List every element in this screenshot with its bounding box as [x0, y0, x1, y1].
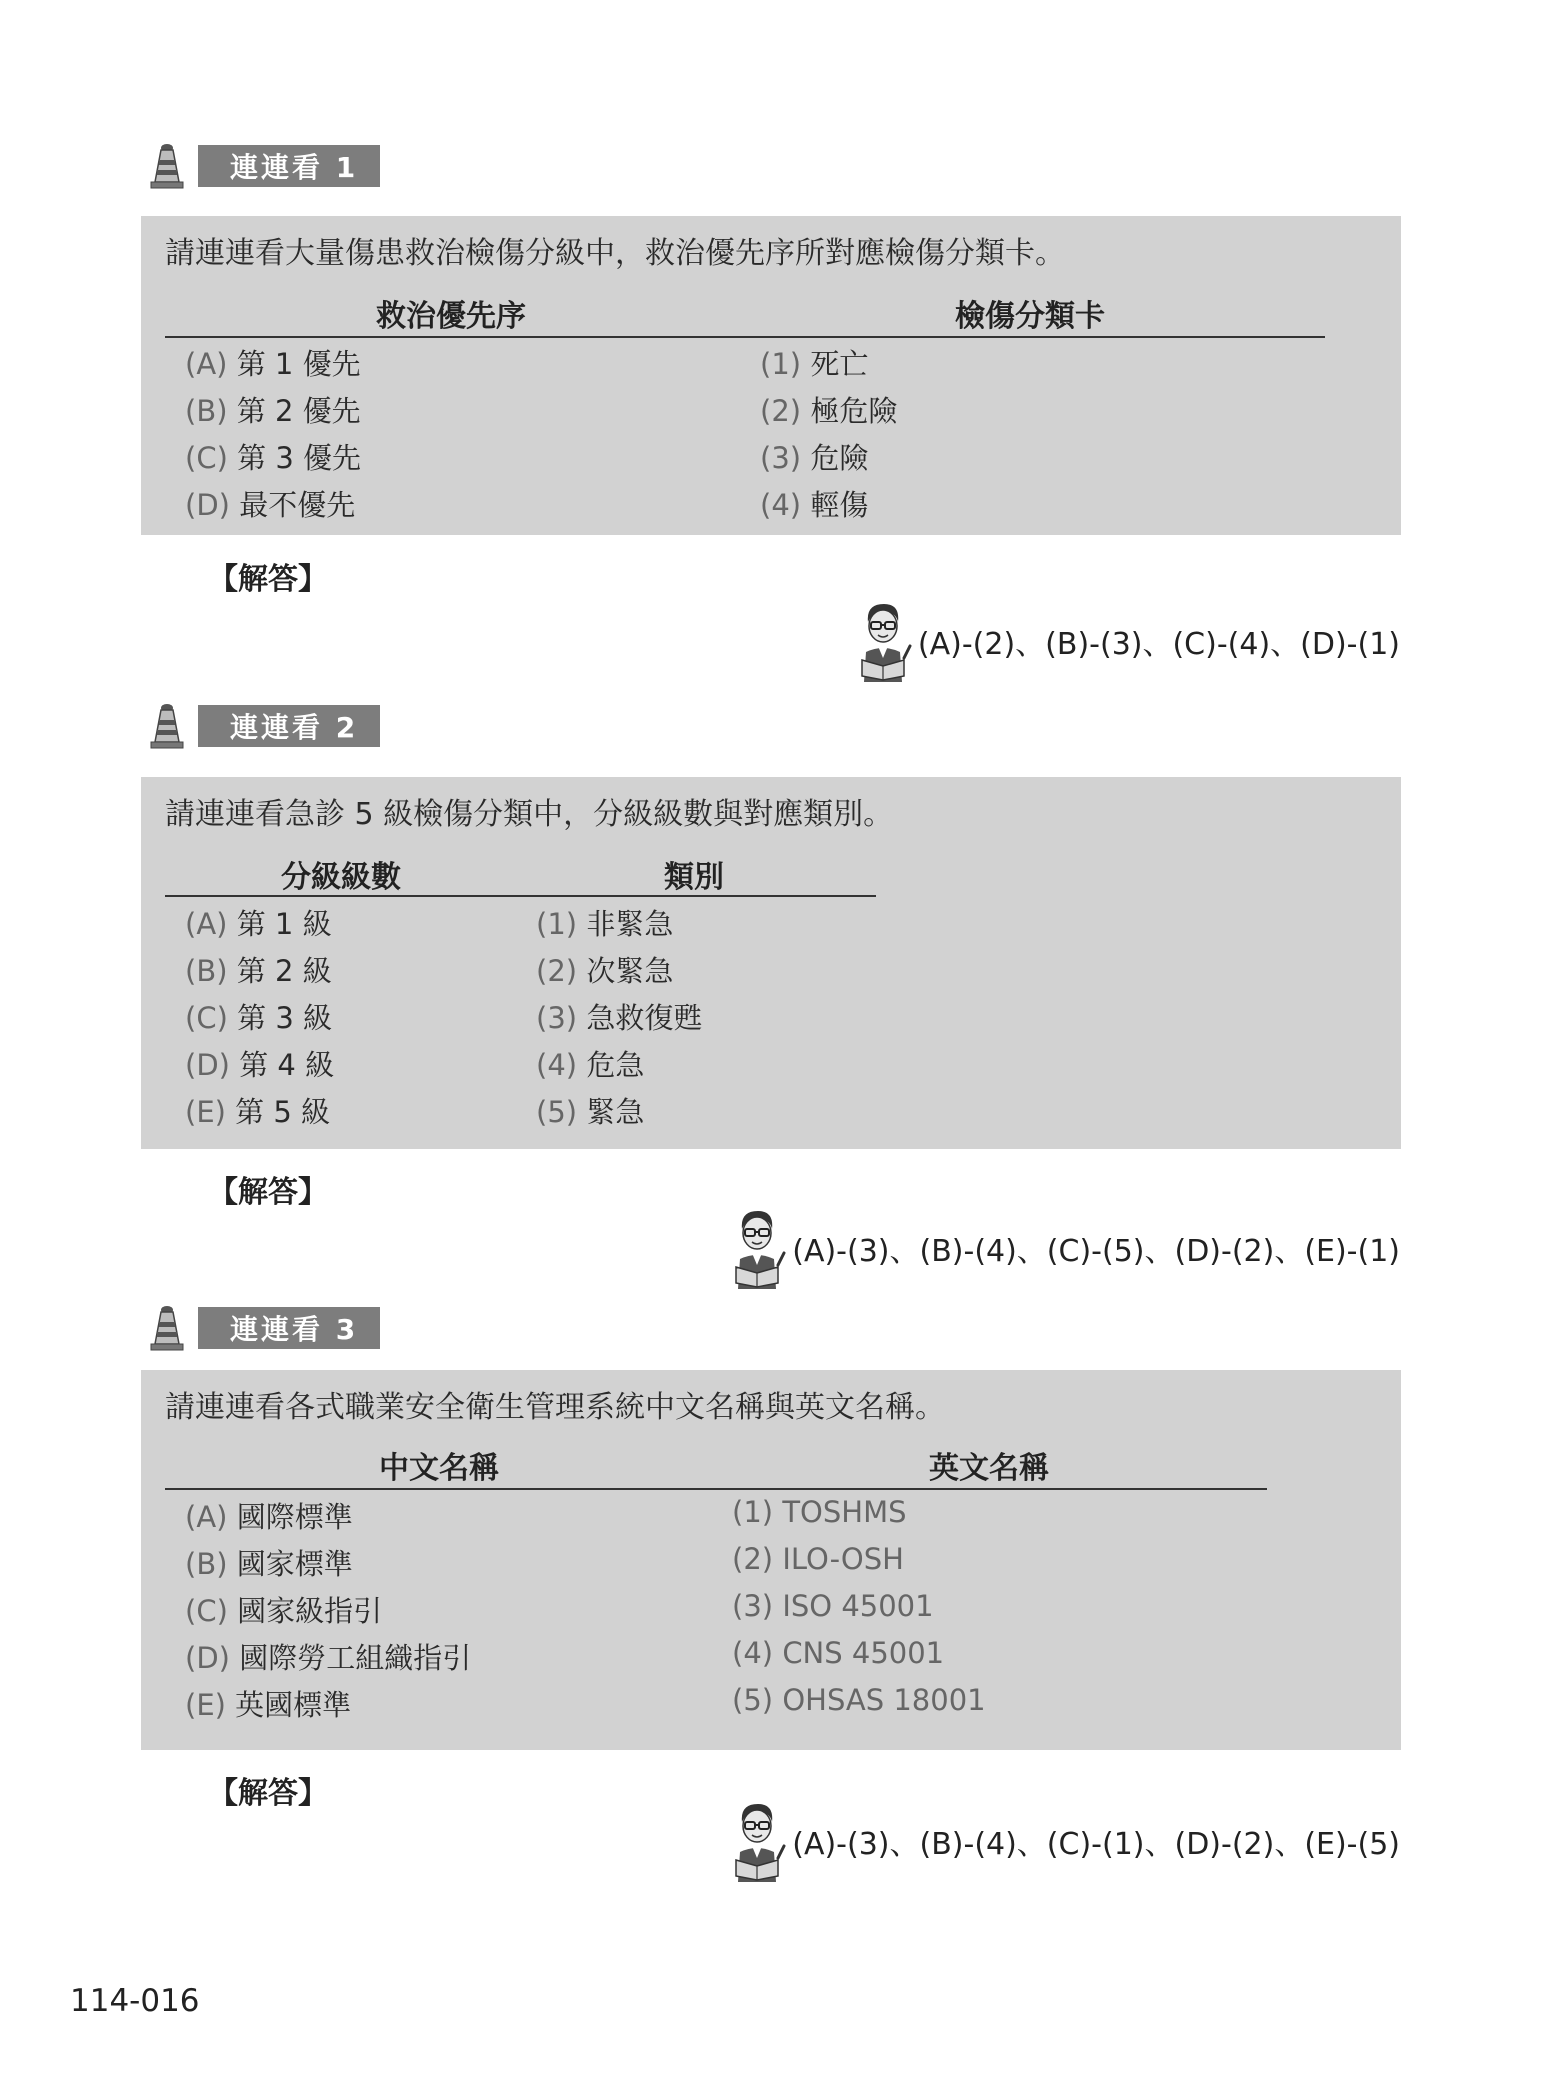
- right-item: (4) 輕傷: [760, 488, 869, 522]
- traffic-cone-icon: [148, 142, 186, 190]
- left-item: (E) 第 5 級: [185, 1095, 331, 1129]
- answer-label: 【解答】: [208, 1776, 328, 1811]
- section-1-header: [148, 143, 380, 189]
- right-item: (5) OHSAS 18001: [732, 1683, 986, 1717]
- left-column-header: 中文名稱: [379, 1451, 499, 1486]
- right-item: (3) 危險: [760, 441, 869, 475]
- question-text: 請連連看大量傷患救治檢傷分級中，救治優先序所對應檢傷分類卡。: [165, 236, 1065, 271]
- left-column-header: 分級級數: [281, 860, 401, 895]
- right-item: (1) 死亡: [760, 347, 869, 381]
- left-item: (B) 國家標準: [185, 1547, 353, 1581]
- right-item: (4) 危急: [536, 1048, 645, 1082]
- right-item: (5) 緊急: [536, 1095, 645, 1129]
- traffic-cone-icon: [148, 1304, 186, 1352]
- right-item: (1) 非緊急: [536, 907, 674, 941]
- left-item: (A) 第 1 級: [185, 907, 332, 941]
- left-item: (D) 最不優先: [185, 488, 356, 522]
- left-item: (B) 第 2 級: [185, 954, 332, 988]
- teacher-reading-icon: [728, 1207, 786, 1289]
- right-item: (2) ILO-OSH: [732, 1542, 904, 1576]
- left-column-header: 救治優先序: [376, 299, 526, 334]
- question-text: 請連連看各式職業安全衛生管理系統中文名稱與英文名稱。: [165, 1390, 945, 1425]
- answer-row: [728, 1207, 1400, 1289]
- right-column-header: 類別: [664, 860, 724, 895]
- question-text: 請連連看急診 5 級檢傷分類中，分級級數與對應類別。: [165, 797, 894, 832]
- section-2-header: [148, 703, 380, 749]
- answer-text: (A)-(3)、(B)-(4)、(C)-(5)、(D)-(2)、(E)-(1): [792, 1234, 1400, 1269]
- right-item: (2) 極危險: [760, 394, 898, 428]
- section-tag: 連連看 3: [198, 1307, 380, 1349]
- answer-text: (A)-(2)、(B)-(3)、(C)-(4)、(D)-(1): [917, 627, 1400, 662]
- answer-row: [728, 1800, 1400, 1882]
- question-panel-2: [141, 777, 1401, 1149]
- traffic-cone-icon: [148, 702, 186, 750]
- left-item: (C) 第 3 優先: [185, 441, 361, 475]
- left-item: (D) 第 4 級: [185, 1048, 335, 1082]
- section-tag: 連連看 2: [198, 705, 380, 747]
- teacher-reading-icon: [854, 600, 912, 682]
- left-item: (C) 第 3 級: [185, 1001, 332, 1035]
- left-item: (B) 第 2 優先: [185, 394, 361, 428]
- question-panel-3: [141, 1370, 1401, 1750]
- left-item: (C) 國家級指引: [185, 1594, 383, 1628]
- right-item: (3) 急救復甦: [536, 1001, 703, 1035]
- section-tag: 連連看 1: [198, 145, 380, 187]
- answer-label: 【解答】: [208, 562, 328, 597]
- header-rule: [165, 336, 1325, 338]
- right-item: (1) TOSHMS: [732, 1495, 907, 1529]
- left-item: (A) 第 1 優先: [185, 347, 361, 381]
- right-item: (2) 次緊急: [536, 954, 674, 988]
- right-column-header: 英文名稱: [929, 1451, 1049, 1486]
- answer-row: [854, 600, 1400, 682]
- header-rule: [165, 1488, 1267, 1490]
- right-column-header: 檢傷分類卡: [955, 299, 1105, 334]
- answer-text: (A)-(3)、(B)-(4)、(C)-(1)、(D)-(2)、(E)-(5): [792, 1827, 1400, 1862]
- left-item: (A) 國際標準: [185, 1500, 353, 1534]
- right-item: (3) ISO 45001: [732, 1589, 934, 1623]
- answer-label: 【解答】: [208, 1175, 328, 1210]
- question-panel-1: [141, 216, 1401, 535]
- left-item: (D) 國際勞工組織指引: [185, 1641, 472, 1675]
- section-3-header: [148, 1305, 380, 1351]
- header-rule: [165, 895, 876, 897]
- page-number: 114-016: [70, 1983, 200, 2019]
- teacher-reading-icon: [728, 1800, 786, 1882]
- right-item: (4) CNS 45001: [732, 1636, 945, 1670]
- left-item: (E) 英國標準: [185, 1688, 352, 1722]
